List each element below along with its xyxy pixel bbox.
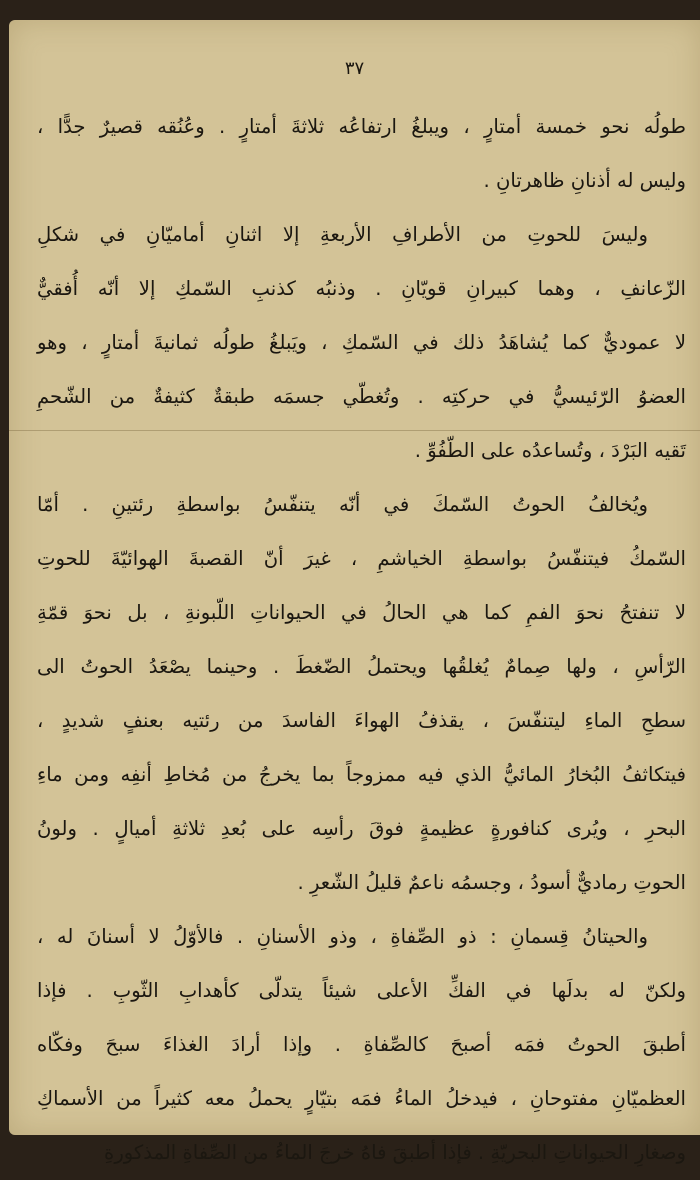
paragraph	[37, 910, 686, 1180]
text-line: أطبقَ الحوتُ فمَه أصبحَ كالصِّفاةِ . وإذا أرادَ الغذاءَ سبحَ وفكّاه	[37, 1033, 686, 1056]
text-line: العظميّانِ مفتوحانِ ، فيدخلُ الماءُ فمَه بتيّارٍ يحملُ معه كثيراً من الأسماكِ	[37, 1087, 686, 1110]
paragraph	[37, 208, 686, 478]
text-line: ولكنّ له بدلَها في الفكِّ الأعلى شيئاً يتدلّى كأهدابِ الثّوبِ . فإذا	[37, 979, 686, 1002]
text-line: والحيتانُ قِسمانِ : ذو الصِّفاةِ ، وذو الأسنانِ . فالأوّلُ لا أسنانَ له ،	[37, 925, 648, 948]
text-line: فيتكاثفُ البُخارُ المائيُّ الذي فيه ممزوجاً بما يخرجُ من مُخاطِ أنفِه ومن ماءِ	[37, 763, 686, 786]
text-line: وصغارِ الحيواناتِ البحريّةِ . فإذا أطبقَ فاهُ خرجَ الماءُ من الصِّفاةِ المذكورةِ	[104, 1141, 686, 1164]
text-line: ويُخالفُ الحوتُ السّمكَ في أنّه يتنفّسُ بواسطةِ رئتينِ . أمّا	[37, 493, 648, 516]
text-line: الرّأسِ ، ولها صِمامٌ يُغلقُها ويحتملُ الضّغطَ . وحينما يصْعَدُ الحوتُ الى	[37, 655, 686, 678]
text-line: لا عموديٌّ كما يُشاهَدُ ذلك في السّمكِ ، ويَبلغُ طولُه ثمانيةَ أمتارٍ ، وهو	[37, 331, 686, 354]
paragraph	[37, 100, 686, 208]
text-line: البحرِ ، ويُرى كنافورةٍ عظيمةٍ فوقَ رأسِه على بُعدِ ثلاثةِ أميالٍ . ولونُ	[37, 817, 686, 840]
text-line: لا تنفتحُ نحوَ الفمِ كما هي الحالُ في الحيواناتِ اللّبونةِ ، بل نحوَ قمّةِ	[37, 601, 686, 624]
text-line: العضوُ الرّئيسيُّ في حركتِه . وتُغطّي جسمَه طبقةٌ كثيفةٌ من الشّحمِ	[37, 385, 686, 408]
paragraph	[37, 478, 686, 910]
text-line: وليس له أذنانِ ظاهرتانِ .	[483, 169, 686, 192]
text-line: الحوتِ رماديٌّ أسودُ ، وجسمُه ناعمٌ قليلُ الشّعرِ .	[297, 871, 686, 894]
page-body-text	[37, 100, 686, 1180]
text-line: طولُه نحو خمسة أمتارٍ ، ويبلغُ ارتفاعُه ثلاثةَ أمتارٍ . وعُنُقه قصيرٌ جدًّا ،	[37, 115, 686, 138]
book-page	[9, 20, 700, 1164]
text-line: وليسَ للحوتِ من الأطرافِ الأربعةِ إلا اثنانِ أماميّانِ في شكلِ	[37, 223, 648, 246]
text-line: الزّعانفِ ، وهما كبيرانِ قويّانِ . وذنبُه كذنبِ السّمكِ إلا أنّه أُفقيٌّ	[37, 277, 686, 300]
page-number: ٣٧	[344, 58, 365, 79]
text-line: السّمكُ فيتنفّسُ بواسطةِ الخياشمِ ، غيرَ أنّ القصبةَ الهوائيّةَ للحوتِ	[37, 547, 686, 570]
text-line: تَقيه البَرْدَ ، وتُساعدُه على الطّفُوِّ .	[414, 439, 686, 462]
text-line: سطحِ الماءِ ليتنفّسَ ، يقذفُ الهواءَ الفاسدَ من رئتيه بعنفٍ شديدٍ ،	[37, 709, 686, 732]
